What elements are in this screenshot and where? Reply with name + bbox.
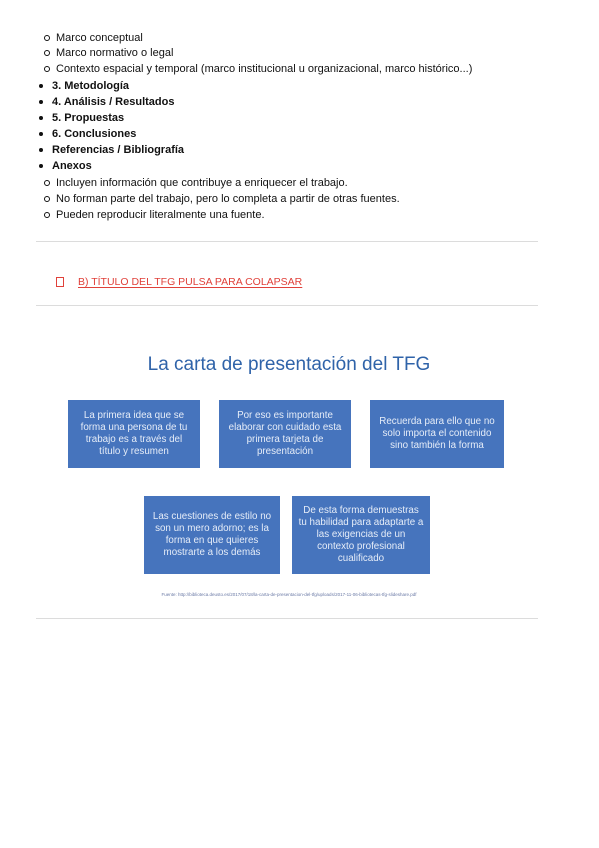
section-analisis: 4. Análisis / Resultados [52, 96, 175, 108]
collapse-label: B) TÍTULO DEL TFG PULSA PARA COLAPSAR [78, 276, 303, 288]
slide-card: De esta forma demuestras tu habilidad para adaptarte a las exigencias de un contexto profesional cualificado [292, 496, 430, 574]
presentation-slide [64, 340, 514, 602]
slide-source: Fuente: http://biblioteca.deusto.es/2017/07/18/la-carta-de-presentacion-del-tfg/uploads/2017-11-06-bibliotecas-tfg-slideshare.pdf [161, 592, 417, 597]
divider [36, 241, 538, 242]
slide-card: Las cuestiones de estilo no son un mero adorno; es la forma en que quieres mostrarte a los demás [144, 496, 280, 574]
list-item: Pueden reproducir literalmente una fuente. [56, 209, 265, 221]
list-item: Incluyen información que contribuye a enriquecer el trabajo. [56, 177, 348, 189]
divider [36, 305, 538, 306]
divider [36, 618, 538, 619]
list-item: Marco conceptual [56, 32, 143, 44]
section-conclusiones: 6. Conclusiones [52, 128, 137, 140]
list-item: Contexto espacial y temporal (marco institucional u organizacional, marco histórico...) [56, 63, 473, 75]
section-anexos: Anexos [52, 160, 92, 172]
list-item: Marco normativo o legal [56, 47, 174, 59]
section-metodologia: 3. Metodología [52, 80, 129, 92]
slide-card: Por eso es importante elaborar con cuidado esta primera tarjeta de presentación [219, 400, 351, 468]
section-propuestas: 5. Propuestas [52, 112, 125, 124]
slide-card: La primera idea que se forma una persona de tu trabajo es a través del título y resumen [68, 400, 200, 468]
section-referencias: Referencias / Bibliografía [52, 144, 185, 156]
list-item: No forman parte del trabajo, pero lo completa a partir de otras fuentes. [56, 193, 400, 205]
slide-title: La carta de presentación del TFG [147, 354, 431, 375]
collapse-section-link[interactable] [56, 276, 302, 288]
square-box-icon [56, 277, 64, 287]
slide-card: Recuerda para ello que no solo importa el contenido sino también la forma [370, 400, 504, 468]
